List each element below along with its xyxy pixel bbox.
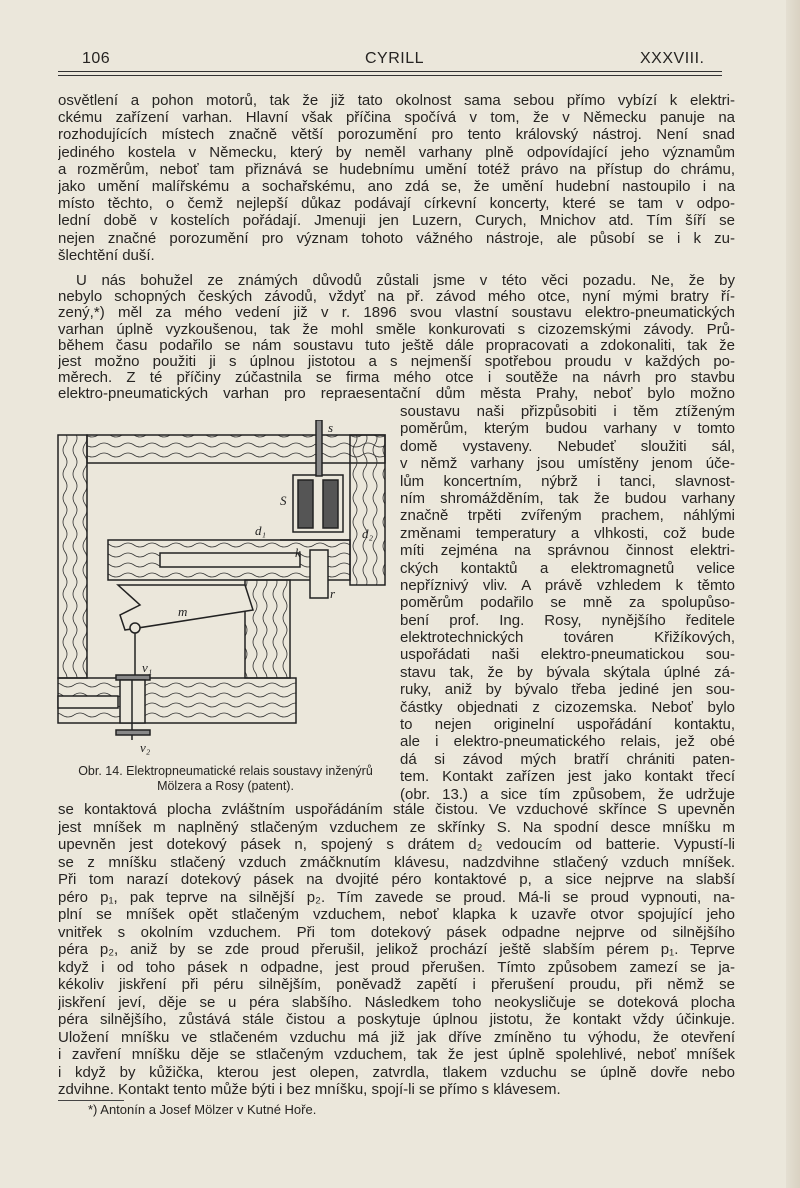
running-title: CYRILL [365,50,425,67]
paragraph-1 [58,92,735,264]
spring-stem [316,420,322,476]
magnet-coil-left [298,480,313,528]
right-wall [350,435,385,585]
text-line: rozhodujících místech značně větší porozumění pro tento královský nástroj. Není snad [58,126,735,144]
text-line: osvětlení a pohon motorů, tak že již tato okolnost sama sebou přímo vybízí k elektri- [58,92,735,109]
text-line: místo těchto, o čemž nejlepší důkaz podávají církevní koncerty, které se tam v odpo- [58,195,735,213]
text-line: i když by kůžička, kterou jest olepen, zatvrdla, tlakem vzduchu se úplně dovře nebo [58,1063,735,1081]
magnet-coil-right [323,480,338,528]
label-s: s [328,420,334,435]
text-line: i zavření mníšku děje se stlačeným vzduchem, tak že jest úplně spolehlivé, neboť mníšek [58,1046,735,1063]
text-line: poměrům, kterým budou varhany v tomto [400,420,735,438]
inner-block [245,580,290,678]
text-line: tem. Kontakt zařízen jest jako kontakt třecí [400,768,735,786]
text-line: se kontaktová plocha zvláštním uspořádáním stále čistou. Ve vzduchové skřínce S upevněn [58,801,735,818]
text-line: Při tom narazí dotekový pásek na dvojité péro kontaktové p, a sice nejprve na slabší [58,871,735,888]
text-line: v němž varhany jsou umístěny jenom úče- [400,455,735,473]
text-line: (obr. 13.) a sice tím způsobem, že udržuje [400,785,735,803]
text-line: jako umění malířskému a sochařskému, ano zdá se, že umění hudební nastoupilo i na [58,177,735,195]
text-line: to nejen originelní uspořádání kontaktu, [400,716,735,734]
label-m: m [178,604,188,619]
text-line: bení prof. Ing. Rosy, nynějšího ředitele [400,611,735,629]
text-line: míti zejména na správnou činnost elektri- [400,542,735,560]
label-r: r [330,586,336,601]
bottom-text [58,801,735,1099]
text-line: nebylo schopných českých závodů, vždyť na př. závod mého otce, nyní mými bratry ří- [58,289,735,306]
text-line: elektro-pneumatických varhan pro repraesentační dům města Prahy, neboť bylo možno [58,386,735,403]
page-edge [786,0,800,1188]
text-line: stavu tak, že by bývala skýtala úplné zá- [400,663,735,681]
text-line: částky objednati z cizozemska. Neboť bylo [400,698,735,716]
text-line: se z mníšku stlačený vzduch zmáčknutím klávesu, nadzdvihne stlačený vzduch mníšek. [58,853,735,871]
label-S: S [280,493,287,508]
text-line: ruky, aniž by bývalo třeba jediné jen sou- [400,681,735,699]
text-line: kékoliv jiskření při péru silnějším, poněvadž zapětí i přerušení proudu, při němž se [58,976,735,993]
text-line: péra p₂, aniž by se zde proud přerušil, jelikož prochází ještě slabším pérem p₁. Teprve [58,941,735,958]
top-beam [87,435,385,463]
text-line: značně trpěti zvířeným prachem, náhlými [400,507,735,525]
footnote-rule [58,1100,124,1101]
footnote: *) Antonín a Josef Mölzer v Kutné Hoře. [88,1102,317,1117]
label-d1: d₁ [255,523,267,538]
text-line: upevněn jest dotekový pásek n, spojený s drátem d₂ vedoucím od batterie. Vypustí-li [58,836,735,853]
text-line: ním shromážděním, tak že budou varhany [400,489,735,507]
valve-r [310,550,328,598]
page-number: 106 [82,50,111,67]
air-channel [160,553,300,567]
text-line: varhan úplně vyzkoušenou, tak že mohl směle konkurovati s cizozemskými závody. Prů- [58,321,735,338]
text-line: vnitřek s okolním vzduchem. Při tom dotekový pásek odpadne nejprve od silnějšího [58,923,735,941]
header-rule-secondary [58,75,722,76]
text-line: elektrotechnických továren Křižíkových, [400,629,735,647]
text-line: péra silnějšího, zůstává stále čistou a poskytuje úplnou jistotu, že kontakt vždy účinkuje. [58,1011,735,1028]
text-line: Uložení mníšku ve stlačeném vzduchu má již jak dříve zmíněno tu výhodu, že otevření [58,1028,735,1046]
left-wall [58,435,87,678]
text-line: zdvihne. Kontakt tento může býti i bez mníšku, spojí-li se přímo s klávesem. [58,1081,561,1098]
text-line: nejen značné porozumění pro význam tohoto vážného nástroje, ale působí se i k zu- [58,229,735,247]
text-line: měrech. Z té příčiny zúčastnila se firma mého otce i soutěže na návrh pro stavbu [58,370,735,387]
text-line: soustavu naši přizpůsobiti i těm ztíženým [400,403,735,420]
label-v2: v₂ [140,740,151,755]
figure-caption [58,764,393,794]
text-line: péro p₁, pak teprve na silnější p₂. Tím zavede se proud. Má-li se proud vypnouti, na- [58,888,735,906]
text-line: když i od toho pásek n odpadne, jest proud přerušen. Tímto způsobem zamezí se ja- [58,958,735,976]
text-line: lům koncertním, nýbrž i tanci, slavnost- [400,472,735,490]
relay-diagram-figure [50,420,400,760]
text-line: jediného kostela v Německu, který by neměl varhany plně odpovídající jeho významům [58,143,735,161]
text-line: poměrům podařilo se mně za spolupůso- [400,594,735,612]
label-v1: v₁ [142,660,153,675]
text-line: ale i elektro-pneumatického relais, jež obé [400,733,735,751]
text-line: ckému zařízení varhan. Hlavní však příčina spočívá v tom, že v Německu panuje na [58,109,735,127]
right-column-text [400,403,735,803]
text-line: plní se mníšek opět stlačeným vzduchem, neboť klapka k uzavře otvor spojující jeho [58,906,735,923]
caption-line-1: Obr. 14. Elektropneumatické relais soustavy inženýrů [78,764,373,778]
text-line: změnami temperatury a vlhkosti, což bude [400,524,735,542]
text-line: nepříznivý vliv. A právě vzhledem k těmto [400,576,735,594]
text-line: domě vystaveny. Nebudeť sloužiti sál, [400,437,735,455]
text-line: a rozměrům, neboť tam přiznává se hudebnímu umění totéž právo na přístup do chrámu, [58,160,735,178]
text-line: lední době v kostelích pořádají. Jmenuji jen Luzern, Curych, Mnichov atd. Tím šíří se [58,212,735,230]
bottom-slot [58,696,118,708]
paragraph-2 [58,273,735,403]
text-line: ckých kontaktů a elektromagnetů velice [400,559,735,577]
text-line: šlechtění duší. [58,246,155,264]
caption-line-2: Mölzera a Rosy (patent). [157,779,294,793]
text-line: dá si závod mých bratří chrániti paten- [400,750,735,768]
header-rule [58,71,722,72]
text-line: jiskření jeví, děje se u péra slabšího. Následkem toho neokysličuje se doteková plocha [58,993,735,1011]
label-k: k [295,545,301,560]
text-line: jest možno použiti ji s úplnou jistotou a s nejmenší spotřebou proudu v každých po- [58,353,735,370]
text-line: zený,*) měl za mého vedení již v r. 1896 svou vlastní soustavu elektro-pneumatických [58,305,735,322]
label-d2: d₂ [362,526,374,541]
text-line: jest mníšek m naplněný stlačeným vzduchem ze skřínky S. Na spodní desce mníšku m [58,818,735,836]
text-line: během času podařilo se nám soustavu tuto ještě dále propracovati a zdokonaliti, tak že [58,337,735,354]
volume-number: XXXVIII. [640,50,705,67]
text-line: uspořádati naši elektro-pneumatickou sou- [400,646,735,664]
text-line: U nás bohužel ze známých důvodů zůstali jsme v této věci pozadu. Ne, že by [76,273,735,289]
